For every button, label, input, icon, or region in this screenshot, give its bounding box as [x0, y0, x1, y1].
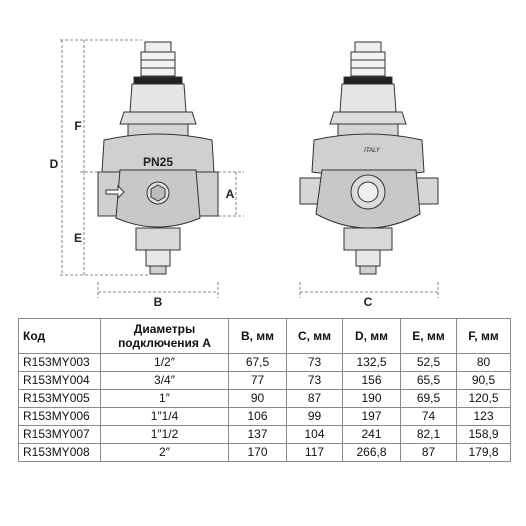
cell-f: 179,8 [457, 444, 511, 462]
cell-c: 73 [287, 354, 343, 372]
header-e: E, мм [401, 319, 457, 354]
front-bonnet [130, 84, 186, 112]
header-f: F, мм [457, 319, 511, 354]
side-bonnet [340, 84, 396, 112]
table-row [19, 408, 511, 426]
dim-label-B: B [153, 295, 163, 309]
table-row [19, 372, 511, 390]
table-row [19, 390, 511, 408]
dim-label-D: D [49, 157, 59, 171]
cell-c: 117 [287, 444, 343, 462]
table-row [19, 354, 511, 372]
cell-c: 87 [287, 390, 343, 408]
cell-code: R153MY005 [19, 390, 101, 408]
cell-e: 87 [401, 444, 457, 462]
header-code: Код [19, 319, 101, 354]
cell-d: 156 [343, 372, 401, 390]
front-bottom-plug [136, 228, 180, 250]
cell-f: 120,5 [457, 390, 511, 408]
front-pressure-label: PN25 [142, 155, 174, 169]
header-connection-diameter: Диаметры подключения А [101, 319, 229, 354]
side-right-port [416, 178, 438, 204]
header-c: C, мм [287, 319, 343, 354]
cell-f: 80 [457, 354, 511, 372]
table-row [19, 426, 511, 444]
cell-code: R153MY008 [19, 444, 101, 462]
cell-connection: 3/4″ [101, 372, 229, 390]
dimensions-table [18, 318, 511, 462]
side-cap [355, 42, 381, 52]
front-screw [141, 52, 175, 76]
cell-connection: 1″1/2 [101, 426, 229, 444]
side-view [300, 42, 438, 274]
dim-label-E: E [73, 231, 83, 245]
cell-b: 77 [229, 372, 287, 390]
cell-b: 137 [229, 426, 287, 444]
cell-f: 123 [457, 408, 511, 426]
cell-e: 74 [401, 408, 457, 426]
front-black-band [134, 77, 182, 84]
cell-e: 65,5 [401, 372, 457, 390]
cell-f: 90,5 [457, 372, 511, 390]
cell-connection: 1″1/4 [101, 408, 229, 426]
side-bottom-plug [344, 228, 392, 250]
cell-c: 73 [287, 372, 343, 390]
header-d: D, мм [343, 319, 401, 354]
front-cap [145, 42, 171, 52]
table-header-row [19, 319, 511, 354]
cell-d: 132,5 [343, 354, 401, 372]
table-row [19, 444, 511, 462]
side-mark-label: ITALY [364, 148, 380, 154]
cell-code: R153MY003 [19, 354, 101, 372]
cell-c: 104 [287, 426, 343, 444]
dim-label-C: C [363, 295, 373, 309]
side-black-band [344, 77, 392, 84]
cell-code: R153MY006 [19, 408, 101, 426]
cell-code: R153MY007 [19, 426, 101, 444]
cell-c: 99 [287, 408, 343, 426]
cell-connection: 1/2″ [101, 354, 229, 372]
cell-d: 190 [343, 390, 401, 408]
side-screw [351, 52, 385, 76]
cell-f: 158,9 [457, 426, 511, 444]
cell-connection: 2″ [101, 444, 229, 462]
dim-label-F: F [74, 119, 82, 133]
cell-b: 106 [229, 408, 287, 426]
cell-e: 52,5 [401, 354, 457, 372]
cell-d: 266,8 [343, 444, 401, 462]
cell-b: 67,5 [229, 354, 287, 372]
dim-label-A: A [225, 187, 235, 201]
cell-e: 69,5 [401, 390, 457, 408]
front-view [98, 42, 218, 274]
cell-b: 90 [229, 390, 287, 408]
cell-connection: 1″ [101, 390, 229, 408]
cell-b: 170 [229, 444, 287, 462]
cell-d: 197 [343, 408, 401, 426]
cell-d: 241 [343, 426, 401, 444]
header-b: B, мм [229, 319, 287, 354]
cell-code: R153MY004 [19, 372, 101, 390]
cell-e: 82,1 [401, 426, 457, 444]
